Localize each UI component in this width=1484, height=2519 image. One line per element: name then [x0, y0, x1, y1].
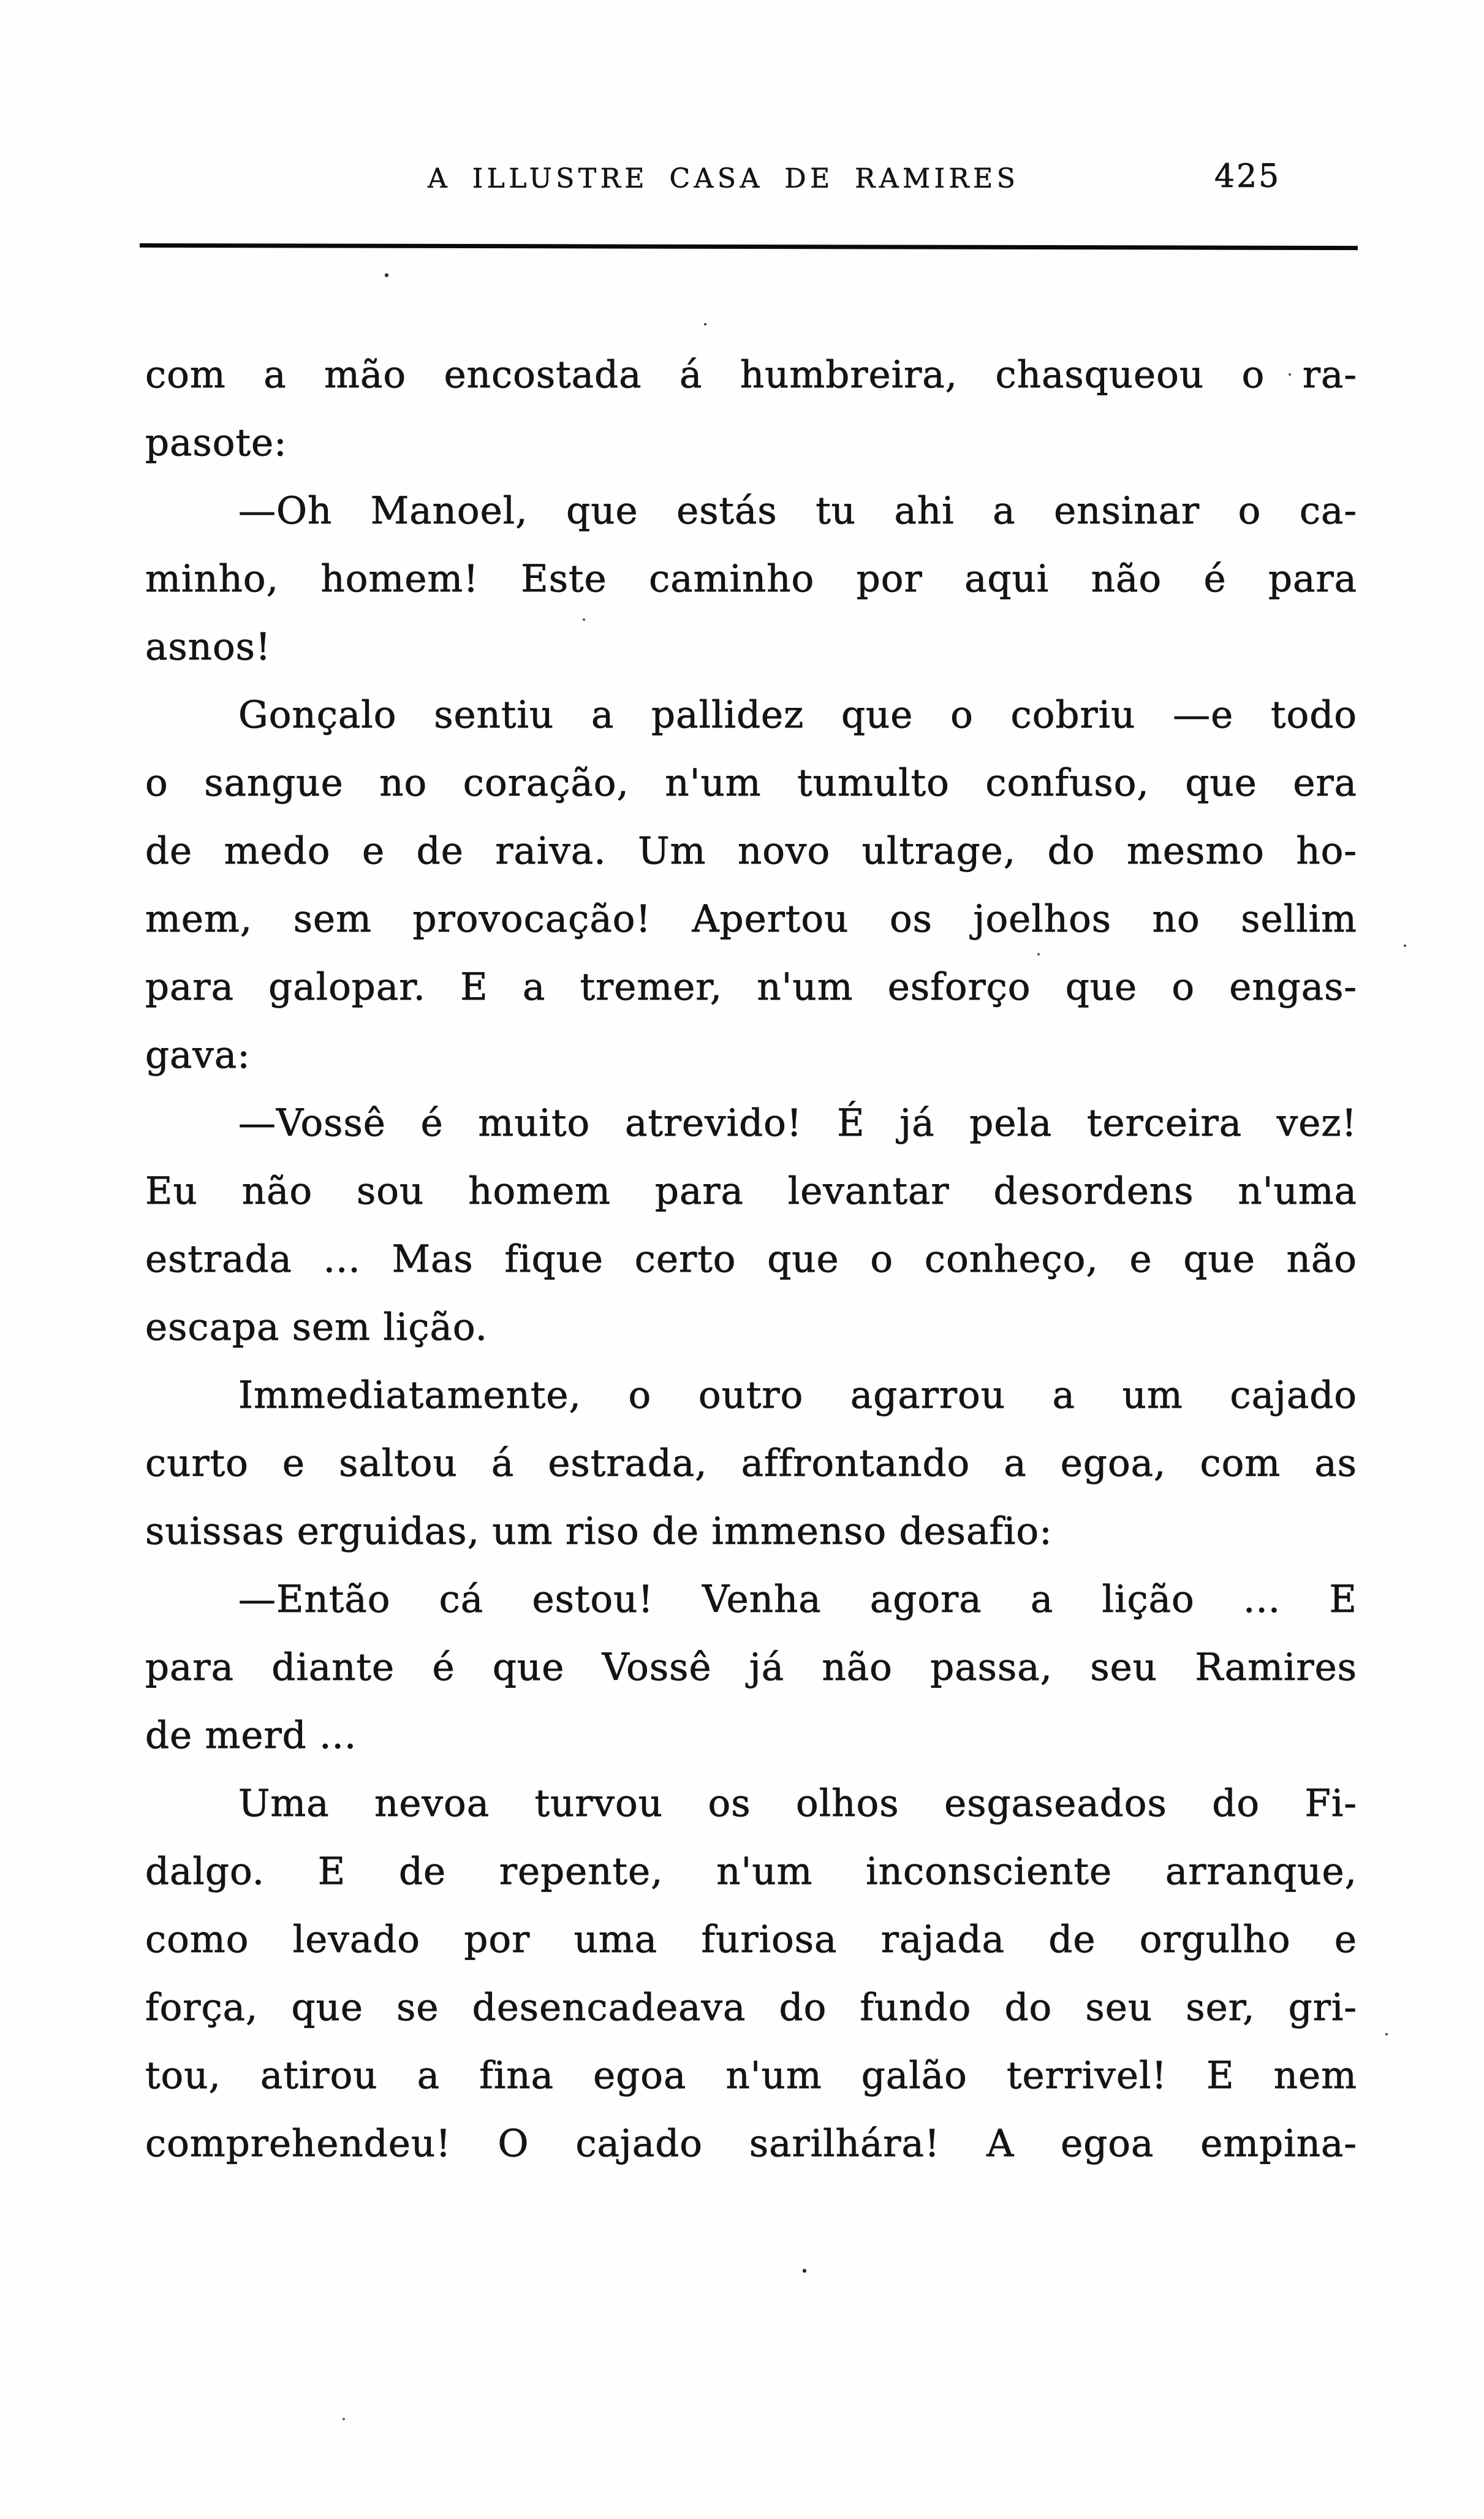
page-number: 425: [1214, 158, 1281, 195]
text-line: de medo e de raiva. Um novo ultrage, do mesmo ho-: [145, 829, 1357, 873]
text-line: para galopar. E a tremer, n'um esforço que o engas-: [145, 965, 1357, 1009]
text-line: gava:: [145, 1033, 251, 1077]
text-line: Uma nevoa turvou os olhos esgaseados do Fi-: [238, 1782, 1357, 1825]
text-line: de merd ...: [145, 1714, 357, 1757]
running-header-title: A ILLUSTRE CASA DE RAMIRES: [428, 163, 1020, 194]
text-line: —Vossê é muito atrevido! É já pela terceira vez!: [238, 1101, 1357, 1145]
text-line: com a mão encostada á humbreira, chasqueou o ra-: [145, 353, 1357, 397]
text-line: suissas erguidas, um riso de immenso desafio:: [145, 1510, 1053, 1553]
text-line: força, que se desencadeava do fundo do seu ser, gri-: [145, 1986, 1357, 2029]
text-line: dalgo. E de repente, n'um inconsciente arranque,: [145, 1850, 1357, 1893]
text-line: tou, atirou a fina egoa n'um galão terrivel! E nem: [145, 2054, 1357, 2097]
text-line: mem, sem provocação! Apertou os joelhos no sellim: [145, 897, 1357, 941]
text-line: Gonçalo sentiu a pallidez que o cobriu —e todo: [238, 693, 1357, 737]
header-rule: [140, 243, 1358, 250]
text-line: curto e saltou á estrada, affrontando a egoa, com as: [145, 1442, 1357, 1485]
text-line: estrada ... Mas fique certo que o conheço, e que não: [145, 1237, 1357, 1281]
text-line: Eu não sou homem para levantar desordens n'uma: [145, 1169, 1357, 1213]
text-line: pasote:: [145, 421, 287, 465]
text-line: comprehendeu! O cajado sarilhára! A egoa empina-: [145, 2122, 1357, 2165]
text-line: minho, homem! Este caminho por aqui não é para: [145, 557, 1357, 601]
body-text: [145, 341, 1357, 2178]
text-line: o sangue no coração, n'um tumulto confuso, que era: [145, 761, 1357, 805]
text-line: —Oh Manoel, que estás tu ahi a ensinar o ca-: [238, 489, 1357, 533]
text-line: —Então cá estou! Venha agora a lição ... E: [238, 1578, 1357, 1621]
text-line: como levado por uma furiosa rajada de orgulho e: [145, 1918, 1357, 1961]
text-line: asnos!: [145, 625, 271, 669]
text-line: Immediatamente, o outro agarrou a um cajado: [238, 1373, 1357, 1417]
text-line: escapa sem lição.: [145, 1305, 488, 1349]
text-line: para diante é que Vossê já não passa, seu Ramires: [145, 1646, 1357, 1689]
ink-specks: [0, 0, 1, 1]
